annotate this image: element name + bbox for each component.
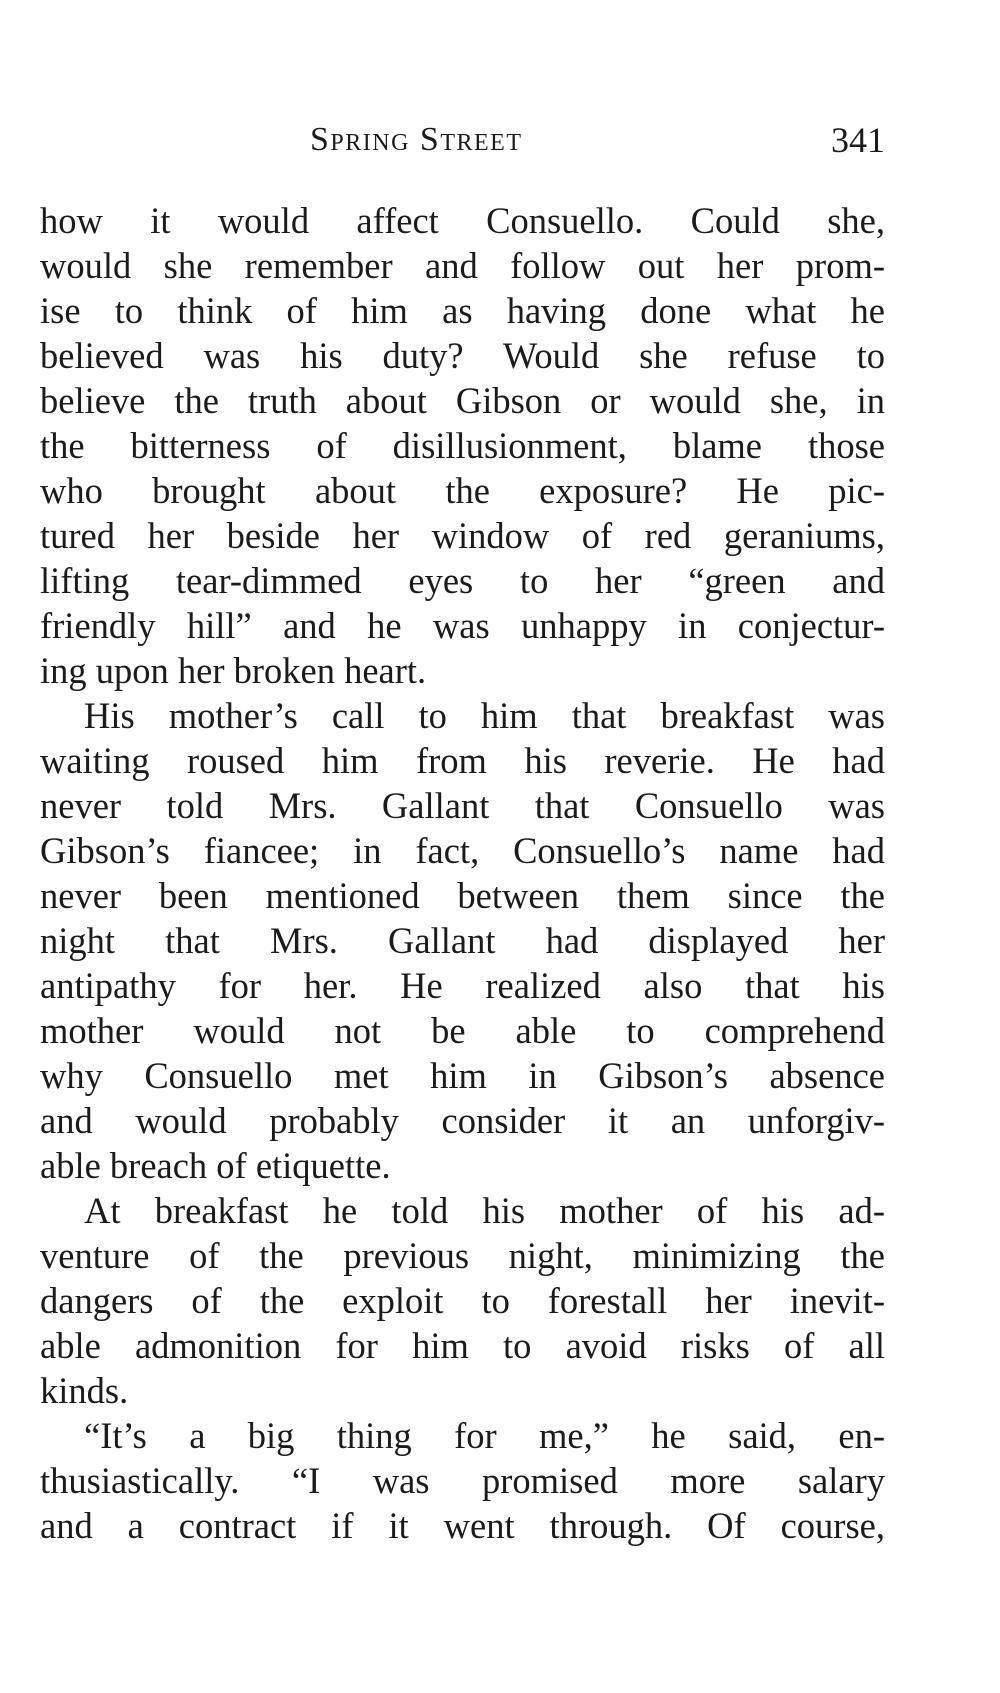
text-line: how it would affect Consuello. Could she,	[40, 200, 885, 241]
text-line: and a contract if it went through. Of course,	[40, 1505, 885, 1546]
text-line: never been mentioned between them since the	[40, 875, 885, 916]
running-title: Spring Street	[310, 121, 523, 158]
text-line: able breach of etiquette.	[40, 1145, 391, 1186]
body-text	[40, 198, 885, 1548]
text-line: friendly hill” and he was unhappy in conjectur-	[40, 605, 885, 646]
text-line: thusiastically. “I was promised more salary	[40, 1460, 885, 1501]
text-line: ise to think of him as having done what he	[40, 290, 885, 331]
text-line: “It’s a big thing for me,” he said, en-	[84, 1415, 885, 1456]
text-line: antipathy for her. He realized also that his	[40, 965, 885, 1006]
text-line: At breakfast he told his mother of his ad-	[84, 1190, 885, 1231]
text-line: kinds.	[40, 1370, 129, 1411]
text-line: tured her beside her window of red geraniums,	[40, 515, 885, 556]
text-line: able admonition for him to avoid risks of all	[40, 1325, 885, 1366]
text-line: believed was his duty? Would she refuse to	[40, 335, 885, 376]
text-line: would she remember and follow out her prom-	[40, 245, 885, 286]
text-line: venture of the previous night, minimizing the	[40, 1235, 885, 1276]
text-line: mother would not be able to comprehend	[40, 1010, 885, 1051]
text-line: lifting tear-dimmed eyes to her “green and	[40, 560, 885, 601]
text-line: His mother’s call to him that breakfast was	[84, 695, 885, 736]
text-line: and would probably consider it an unforgiv-	[40, 1100, 885, 1141]
text-line: who brought about the exposure? He pic-	[40, 470, 885, 511]
text-line: Gibson’s fiancee; in fact, Consuello’s name had	[40, 830, 885, 871]
page-number: 341	[831, 120, 885, 160]
text-line: night that Mrs. Gallant had displayed her	[40, 920, 885, 961]
text-line: believe the truth about Gibson or would she, in	[40, 380, 885, 421]
text-line: never told Mrs. Gallant that Consuello was	[40, 785, 885, 826]
text-line: why Consuello met him in Gibson’s absence	[40, 1055, 885, 1096]
text-line: waiting roused him from his reverie. He had	[40, 740, 885, 781]
text-line: dangers of the exploit to forestall her inevit-	[40, 1280, 885, 1321]
running-head	[40, 112, 885, 168]
text-line: the bitterness of disillusionment, blame those	[40, 425, 885, 466]
text-line: ing upon her broken heart.	[40, 650, 427, 691]
